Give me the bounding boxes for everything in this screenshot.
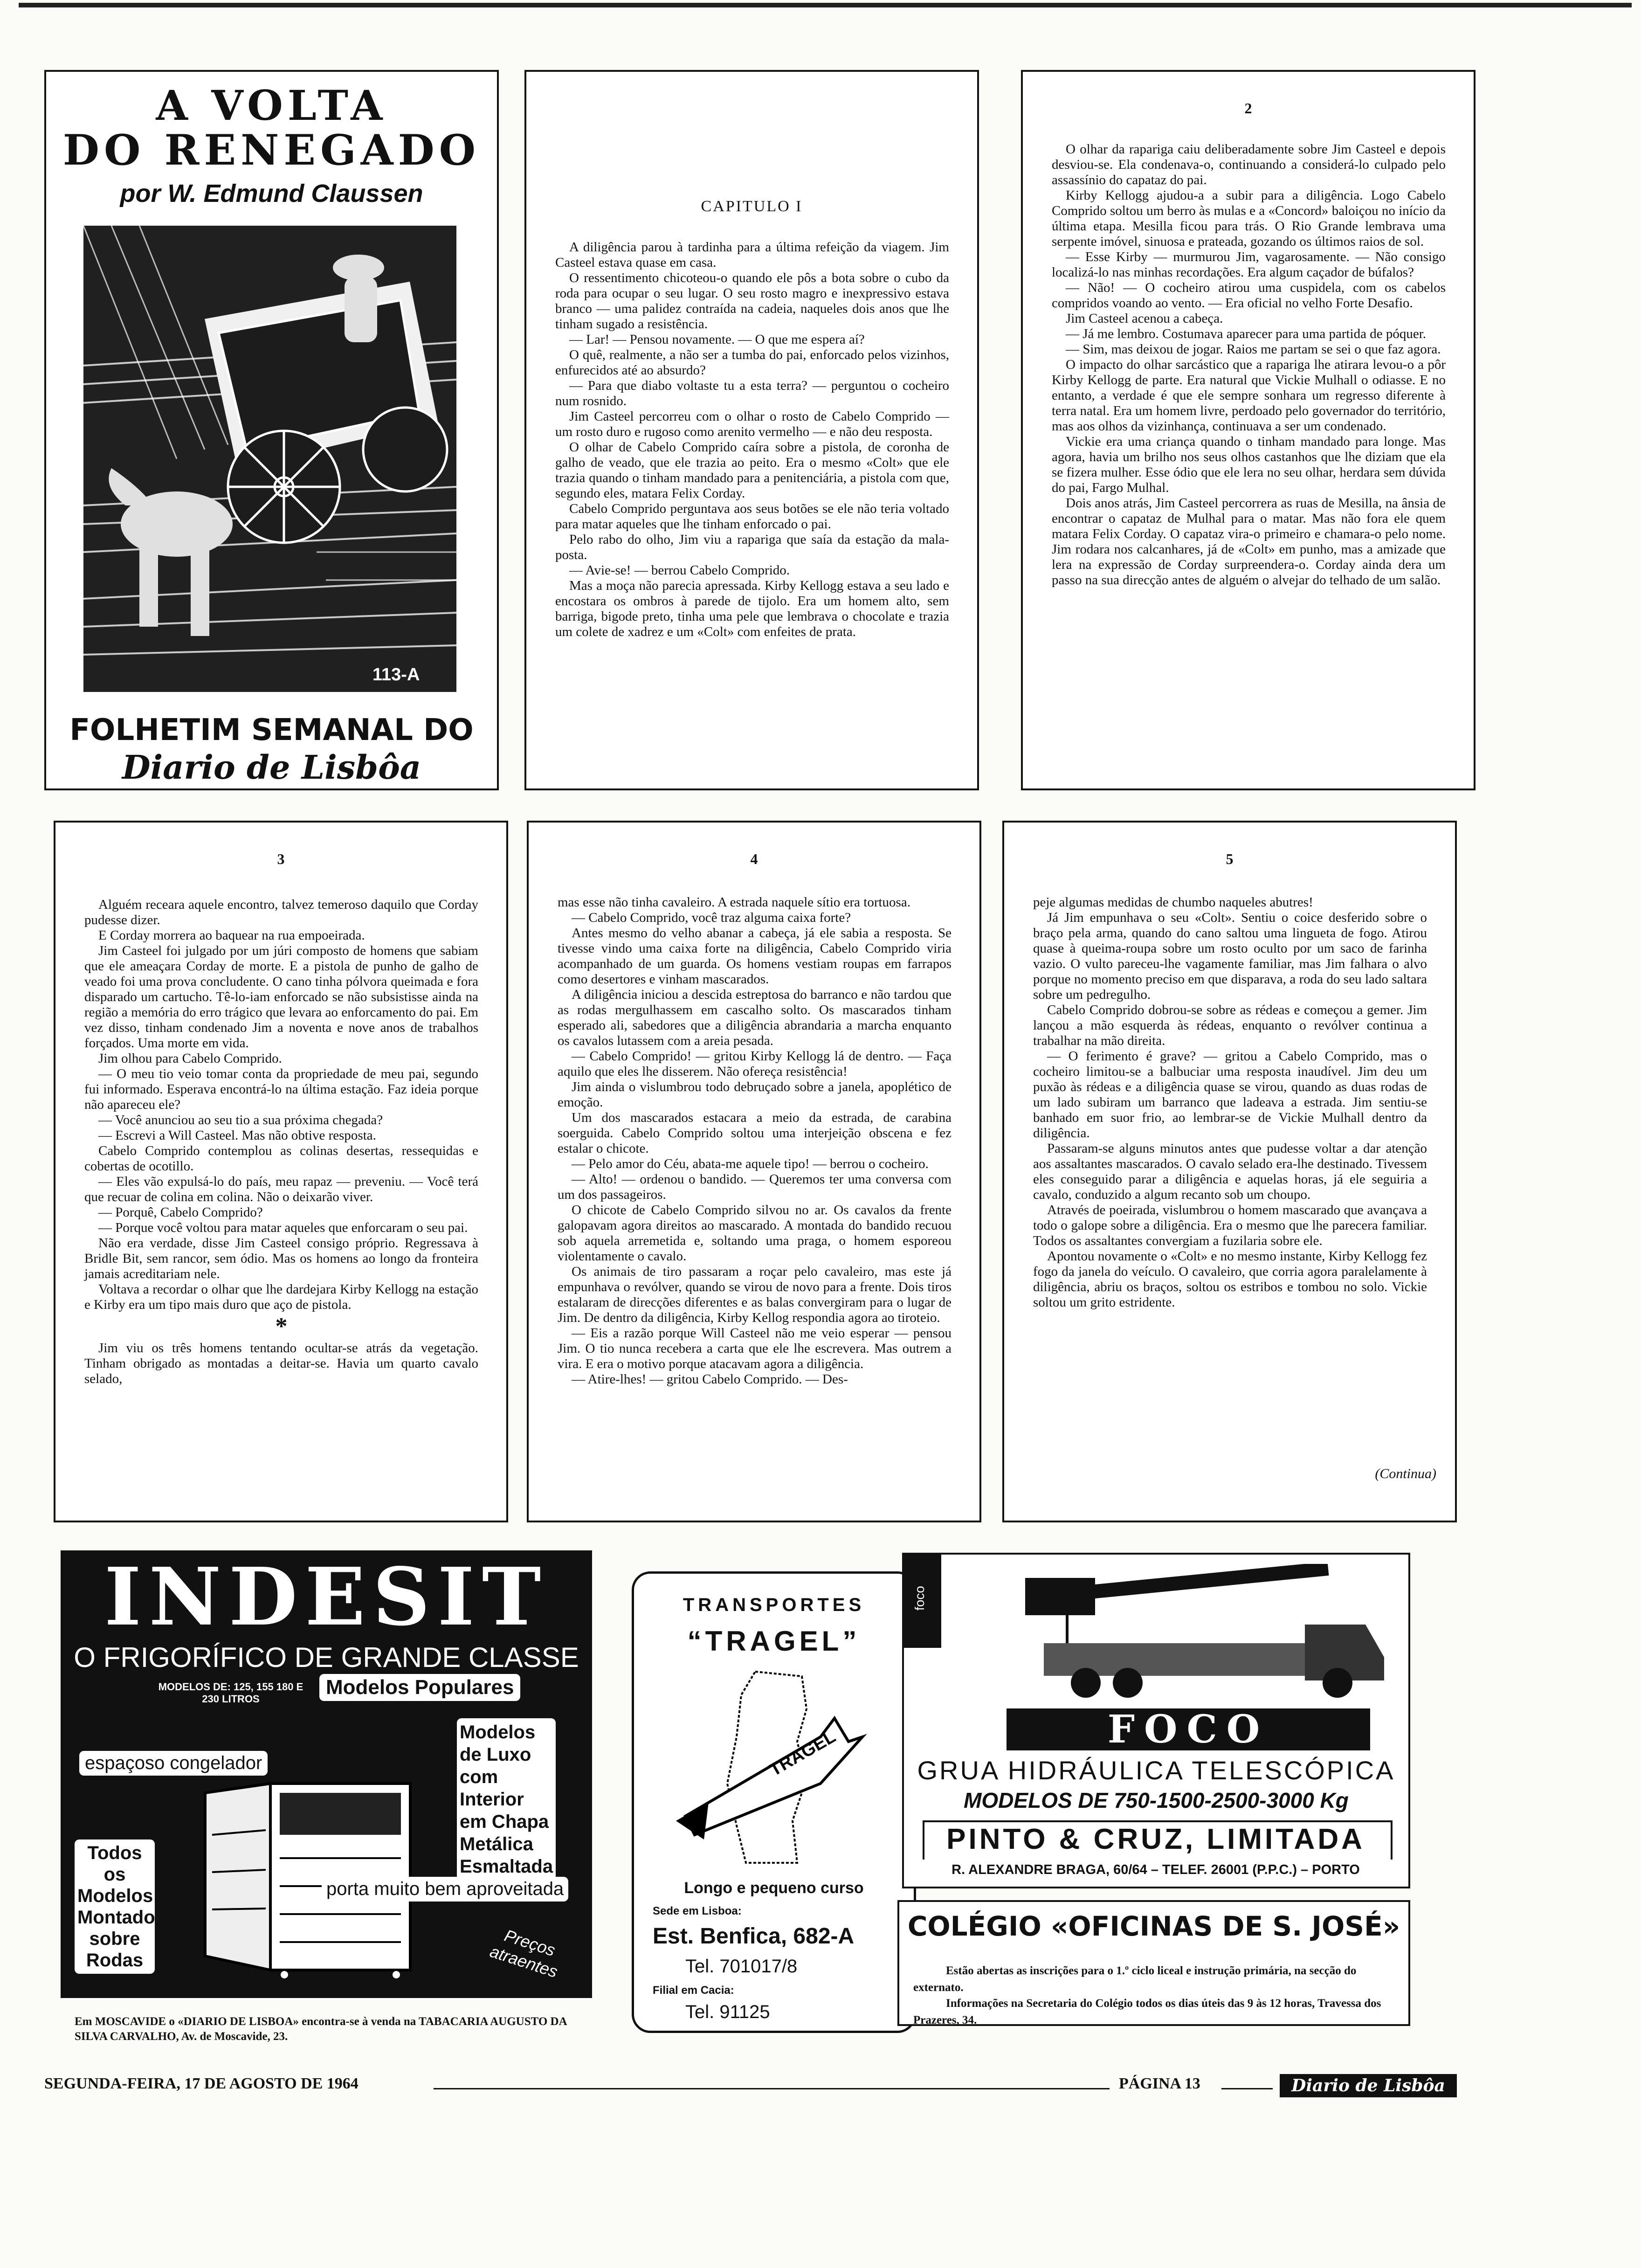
footer-masthead-box bbox=[1280, 2074, 1457, 2097]
serial-title-line1: A VOLTA bbox=[156, 81, 387, 130]
serial-page-2 bbox=[1021, 70, 1476, 790]
paragraph: — Lar! — Pensou novamente. — O que me espera aí? bbox=[569, 332, 865, 347]
footer-rule-left bbox=[434, 2088, 1110, 2089]
serial-cover-panel bbox=[44, 70, 499, 790]
paragraph: Jim Casteel percorreu com o olhar o rosto de Cabelo Comprido — um rosto duro e rugoso como arenito vermelho — e não deu resposta. bbox=[555, 409, 949, 439]
paragraph: — Porque você voltou para matar aqueles que enforcaram o seu pai. bbox=[98, 1220, 468, 1235]
tragel-address: Est. Benfica, 682-A bbox=[653, 1924, 855, 1949]
page-4-text bbox=[558, 895, 952, 1387]
colegio-ad bbox=[897, 1900, 1410, 2026]
paragraph: Jim Casteel acenou a cabeça. bbox=[1066, 311, 1223, 326]
paragraph: — Alto! — ordenou o bandido. — Queremos ter uma conversa com um dos passageiros. bbox=[558, 1172, 952, 1202]
top-rule bbox=[19, 3, 1632, 7]
moscavide-note: Em MOSCAVIDE o «DIARIO DE LISBOA» encontra-se à venda na TABACARIA AUGUSTO DA SILVA CARVALHO, Av. de Moscavide, 23. bbox=[75, 2015, 567, 2043]
paragraph: Não era verdade, disse Jim Casteel consigo próprio. Regressava à Bridle Bit, sem rancor, sem ódio. Mas os homens ao longo da fronteira jamais acreditariam nele. bbox=[84, 1236, 478, 1281]
tragel-sede: Sede em Lisboa: bbox=[653, 1905, 742, 1917]
paragraph: Jim ainda o vislumbrou todo debruçado sobre a janela, apoplético de emoção. bbox=[558, 1079, 952, 1110]
serial-page-4 bbox=[527, 821, 981, 1522]
paragraph: Vickie era uma criança quando o tinham mandado para longe. Mas agora, havia um brilho nos seus olhos castanhos que lhe diziam que ela se fizera mulher. Esse ódio que ele lera no seu olhar, herdara sem dúvida do pai, Fargo Mulhal. bbox=[1052, 434, 1446, 495]
serial-page-1 bbox=[524, 70, 979, 790]
foco-brand-bar bbox=[1007, 1708, 1370, 1750]
paragraph: — O ferimento é grave? — gritou a Cabelo Comprido, mas o cocheiro limitou-se a balbuciar uma resposta inaudível. Jim deu um puxão às rédeas e a diligência quase se virou, quando as duas rodas de um lado subiram um barranco que ladeava a estrada. Jim sentiu-se banhado em suor frio, ao lembrar-se de Vickie Mulhall dentro da diligência. bbox=[1033, 1049, 1427, 1141]
foco-ad bbox=[902, 1553, 1410, 1888]
serial-page-3 bbox=[54, 821, 508, 1522]
tragel-tagline: Longo e pequeno curso bbox=[684, 1879, 864, 1897]
paragraph: — Escrevi a Will Casteel. Mas não obtive resposta. bbox=[98, 1128, 376, 1143]
portugal-map-icon bbox=[667, 1667, 881, 1872]
paragraph: Jim Casteel foi julgado por um júri composto de homens que sabiam que ele ameaçara Corday de morte. E a pistola de punho de galho de veado foi uma prova concludente. O cano tinha pólvora queimada e fora disparado um cartucho. Tê-lo-iam enforcado se não subsistisse ainda na região a memória do erro trágico que levara ao enforcamento do pai. Em vez disso, tinham condenado Jim a noventa e nove anos de trabalhos forçados. Uma morte em vida. bbox=[84, 943, 478, 1051]
paragraph: — Você anunciou ao seu tio a sua próxima chegada? bbox=[98, 1113, 383, 1127]
indesit-brand: INDESIT bbox=[104, 1550, 549, 1644]
tragel-label: TRANSPORTES bbox=[683, 1595, 865, 1615]
paragraph: — Cabelo Comprido, você traz alguma caixa forte? bbox=[572, 910, 851, 925]
page-number: 2 bbox=[1244, 100, 1252, 117]
stagecoach-illustration bbox=[83, 226, 456, 692]
folhetim-label: FOLHETIM SEMANAL DO bbox=[69, 713, 474, 747]
paragraph: Jim olhou para Cabelo Comprido. bbox=[98, 1051, 282, 1066]
serial-title-line2: DO RENEGADO bbox=[62, 125, 481, 175]
foco-company: PINTO & CRUZ, LIMITADA bbox=[946, 1823, 1365, 1855]
indesit-luxo: Modelos de Luxo com Interior em Chapa Metálica Esmaltada bbox=[457, 1718, 556, 1881]
page-1-text bbox=[555, 240, 949, 640]
paragraph: — Avie-se! — berrou Cabelo Comprido. bbox=[569, 563, 790, 578]
page-number: 4 bbox=[750, 850, 758, 867]
foco-side-strip bbox=[904, 1555, 941, 1648]
paragraph: Kirby Kellogg ajudou-a a subir para a diligência. Logo Cabelo Comprido soltou um berro às mulas e a «Concord» baloiçou no início da última etapa. Mesilla ficou para trás. O Rio Grande lembrava uma serpente imóvel, sinuosa e prateada, gozando os últimos raios de sol. bbox=[1052, 188, 1446, 249]
foco-brand: FOCO bbox=[1107, 1707, 1269, 1752]
page-2-text bbox=[1052, 142, 1446, 588]
footer-date: SEGUNDA-FEIRA, 17 DE AGOSTO DE 1964 bbox=[44, 2075, 359, 2092]
paragraph: O ressentimento chicoteou-o quando ele pôs a bota sobre o cubo da roda para ocupar o seu lugar. O seu rosto magro e inexpressivo estava branco — uma palidez contraída na cadeia, naqueles dois anos que lhe tinham sugado a resistência. bbox=[555, 270, 949, 332]
paragraph: — Porquê, Cabelo Comprido? bbox=[98, 1205, 263, 1220]
footer-page: PÁGINA 13 bbox=[1119, 2075, 1200, 2092]
crane-truck-drawing bbox=[974, 1564, 1393, 1704]
paragraph: Cabelo Comprido perguntava aos seus botões se ele não teria voltado para matar aqueles que lhe tinham enforcado o pai. bbox=[555, 501, 949, 532]
section-separator: * bbox=[275, 1313, 288, 1340]
foco-line2: MODELOS DE 750-1500-2500-3000 Kg bbox=[964, 1788, 1349, 1812]
tragel-tel2: Tel. 91125 bbox=[685, 2002, 770, 2022]
paragraph: O olhar da rapariga caiu deliberadamente sobre Jim Casteel e depois desviou-se. Ela condenava-o, continuando a considerá-lo culpado pelo assassínio do capataz do pai. bbox=[1052, 142, 1446, 187]
paragraph: O chicote de Cabelo Comprido silvou no ar. Os cavalos da frente galopavam agora direitos ao mascarado. A montada do bandido recuou sob aquela arremetida e, soltando uma praga, o homem esporeou violentamente o cavalo. bbox=[558, 1203, 952, 1264]
paragraph: — Cabelo Comprido! — gritou Kirby Kellogg lá de dentro. — Faça aquilo que eles lhe disserem. Não ofereça resistência! bbox=[558, 1049, 952, 1079]
paragraph: Apontou novamente o «Colt» e no mesmo instante, Kirby Kellogg fez fogo da janela do veículo. O cavaleiro, que corria agora paralelamente à diligência, abriu os braços, soltou os estribos e tombou no solo. Vickie soltou um grito estridente. bbox=[1033, 1249, 1427, 1310]
indesit-todos: Todos os Modelos Montados sobre Rodas bbox=[75, 1839, 155, 1974]
indesit-models: MODELOS DE: 125, 155 180 E 230 LITROS bbox=[158, 1681, 303, 1705]
colegio-line2: Informações na Secretaria do Colégio todos os dias úteis das 9 às 12 horas, Travessa dos Prazeres, 34. bbox=[913, 1997, 1381, 2026]
paragraph: O quê, realmente, a não ser a tumba do pai, enforcado pelos vizinhos, enfurecidos até ao absurdo? bbox=[555, 347, 949, 378]
crane-truck-icon bbox=[974, 1564, 1393, 1704]
page-number: 5 bbox=[1226, 850, 1234, 867]
paragraph: O impacto do olhar sarcástico que a rapariga lhe atirara levou-o a pôr Kirby Kellogg de parte. Era natural que Vickie Mulhall o odiasse. E no entanto, a verdade é que ele sempre sonhara um regresso diferente à terra natal. Era um homem livre, perdoado pelo governador do território, mas aos olhos da vizinhança, continuava a ser um condenado. bbox=[1052, 357, 1446, 434]
colegio-line1: Estão abertas as inscrições para o 1.º ciclo liceal e instrução primária, na secção do externato. bbox=[913, 1964, 1357, 1994]
paragraph: mas esse não tinha cavaleiro. A estrada naquele sítio era tortuosa. bbox=[558, 895, 910, 910]
paragraph: — Atire-lhes! — gritou Cabelo Comprido. — Des- bbox=[572, 1372, 848, 1387]
paragraph: — Sim, mas deixou de jogar. Raios me partam se sei o que faz agora. bbox=[1066, 342, 1441, 357]
paragraph: E Corday morrera ao baquear na rua empoeirada. bbox=[98, 928, 365, 943]
paragraph: — Para que diabo voltaste tu a esta terra? — perguntou o cocheiro num rosnido. bbox=[555, 378, 949, 408]
tragel-name: “TRAGEL” bbox=[687, 1625, 861, 1657]
paragraph: Alguém receara aquele encontro, talvez temeroso daquilo que Corday pudesse dizer. bbox=[84, 897, 478, 927]
stagecoach-drawing bbox=[83, 226, 456, 692]
paragraph: Antes mesmo do velho abanar a cabeça, já ele sabia a resposta. Se tivesse vindo uma caixa forte na diligência, Cabelo Comprido viria acompanhado de um guarda. Os homens vestiam roupas em farrapos como desertores e vinham mascarados. bbox=[558, 926, 952, 987]
paragraph: — Eles vão expulsá-lo do país, meu rapaz — preveniu. — Você terá que recuar de colina em colina. Não o deixarão viver. bbox=[84, 1174, 478, 1204]
page-5-text bbox=[1033, 895, 1427, 1310]
foco-address: R. ALEXANDRE BRAGA, 60/64 – TELEF. 26001 (P.P.C.) – PORTO bbox=[952, 1862, 1360, 1877]
paragraph: — Eis a razão porque Will Casteel não me veio esperar — pensou Jim. O tio nunca recebera a carta que ele lhe escrevera. Mas outrem a vira. E era o motivo porque atacavam agora a diligência. bbox=[558, 1326, 952, 1371]
paragraph: A diligência parou à tardinha para a última refeição da viagem. Jim Casteel estava quase em casa. bbox=[555, 240, 949, 270]
paragraph: Cabelo Comprido dobrou-se sobre as rédeas e começou a gemer. Jim lançou a mão esquerda às rédeas, enquanto o revólver continua a trabalhar na mão direita. bbox=[1033, 1003, 1427, 1048]
foco-side-text: foco bbox=[912, 1586, 927, 1611]
serial-paper-name: Diario de Lisbôa bbox=[122, 748, 421, 787]
paragraph: Através de poeirada, vislumbrou o homem mascarado que avançava a todo o galope sobre a diligência. Era o mesmo que lhe parecera familiar. Todos os assaltantes convergiam a fuzilaria sobre ele. bbox=[1033, 1203, 1427, 1248]
tragel-ad bbox=[632, 1571, 916, 2033]
indesit-popular: Modelos Populares bbox=[319, 1674, 520, 1701]
indesit-tagline: O FRIGORÍFICO DE GRANDE CLASSE bbox=[74, 1642, 579, 1673]
paragraph: Cabelo Comprido contemplou as colinas desertas, ressequidas e cobertas de ocotillo. bbox=[84, 1143, 478, 1174]
paragraph: peje algumas medidas de chumbo naqueles abutres! bbox=[1033, 895, 1313, 910]
paragraph: Os animais de tiro passaram a roçar pelo cavaleiro, mas este já empunhava o revólver, quando se virou de novo para a frente. Dois tiros estalaram de direcções diferentes e as balas convergiram para o lugar de Jim. De dentro da diligência, Kirby Kellog respondia agora ao tiroteio. bbox=[558, 1264, 952, 1325]
page-3-text bbox=[84, 897, 478, 1387]
paragraph: — Não! — O cocheiro atirou uma cuspidela, com os cabelos compridos voando ao vento. — Era oficial no velho Forte Desafio. bbox=[1052, 280, 1446, 311]
chapter-title: CAPITULO I bbox=[701, 198, 803, 215]
indesit-precos: Preços atraentes bbox=[487, 1925, 560, 1982]
paragraph: Mas a moça não parecia apressada. Kirby Kellogg estava a seu lado e encostara os ombros à parede de tijolo. Era um homem alto, sem barriga, bigode preto, tinha uma pele que lembrava o chocolate e trazia um colete de xadrez e um «Colt» com enfeites de prata. bbox=[555, 578, 949, 639]
paragraph: O olhar de Cabelo Comprido caíra sobre a pistola, de coronha de galho de veado, que ele trazia ao peito. Era o mesmo «Colt» que ele trazia quando o tinham mandado para a penitenciária, a pistola com que, segundo eles, matara Felix Corday. bbox=[555, 440, 949, 501]
serial-author: por W. Edmund Claussen bbox=[120, 180, 423, 207]
paragraph: — Pelo amor do Céu, abata-me aquele tipo! — berrou o cocheiro. bbox=[572, 1156, 929, 1171]
paragraph: — O meu tio veio tomar conta da propriedade de meu pai, segundo fui informado. Esperava encontrá-lo na última estação. Faz ideia porque não apareceu ele? bbox=[84, 1066, 478, 1112]
colegio-title: COLÉGIO «OFICINAS DE S. JOSÉ» bbox=[907, 1910, 1400, 1942]
page-number: 3 bbox=[277, 850, 285, 867]
paragraph: Um dos mascarados estacara a meio da estrada, de carabina soerguida. Cabelo Comprido soltou uma interjeição obscena e fez estalar o chicote. bbox=[558, 1110, 952, 1156]
indesit-porta: porta muito bem aproveitada bbox=[322, 1877, 568, 1902]
indesit-ad bbox=[61, 1550, 592, 1998]
paragraph: Voltava a recordar o olhar que lhe dardejara Kirby Kellogg na estação e Kirby era um tipo mais duro que aço de pistola. bbox=[84, 1282, 478, 1312]
indesit-congelador: espaçoso congelador bbox=[79, 1751, 268, 1776]
paragraph: — Já me lembro. Costumava aparecer para uma partida de póquer. bbox=[1066, 326, 1427, 341]
foco-line1: GRUA HIDRÁULICA TELESCÓPICA bbox=[917, 1756, 1395, 1785]
illustration-code: 113-A bbox=[372, 665, 420, 685]
tragel-map-text: TRAGEL bbox=[766, 1727, 839, 1780]
paragraph: Já Jim empunhava o seu «Colt». Sentiu o coice desferido sobre o braço pela arma, quando do cano saltou uma lingueta de fogo. Atirou quase à queima-roupa sobre um rosto oculto por um saco de farinha vazio. O vulto pareceu-lhe vagamente familiar, mas Jim falhara o alvo porque no momento preciso em que disparava, a roda do seu lado saltara sobre um pedregulho. bbox=[1033, 910, 1427, 1002]
serial-page-5 bbox=[1002, 821, 1457, 1522]
paragraph: Pelo rabo do olho, Jim viu a rapariga que saía da estação da mala-posta. bbox=[555, 532, 949, 562]
paragraph: A diligência iniciou a descida estreptosa do barranco e não tardou que as rodas mergulhassem em cascalho solto. Os mascarados tinham esperado ali, sabedores que a diligência abrandaria a marcha enquanto os cavalos lutassem com a areia pesada. bbox=[558, 987, 952, 1048]
tragel-tel1: Tel. 701017/8 bbox=[685, 1956, 798, 1977]
paragraph: Jim viu os três homens tentando ocultar-se atrás da vegetação. Tinham obrigado as montadas a deitar-se. Havia um quarto cavalo selado, bbox=[84, 1341, 478, 1386]
portugal-map bbox=[667, 1667, 881, 1872]
tragel-filial: Filial em Cacia: bbox=[653, 1984, 734, 1997]
paragraph: Passaram-se alguns minutos antes que pudesse voltar a dar atenção aos assaltantes mascarados. O cavalo selado era-lhe destinado. Tivessem eles conseguido parar a diligência e aquelas horas, já ele seguiria a cavalo, conduzido a algum recanto sob um choupo. bbox=[1033, 1141, 1427, 1202]
continua-label: (Continua) bbox=[1375, 1466, 1436, 1481]
paragraph: — Esse Kirby — murmurou Jim, vagarosamente. — Não consigo localizá-lo nas minhas recordações. Era algum caçador de búfalos? bbox=[1052, 249, 1446, 280]
footer-rule-right bbox=[1221, 2088, 1273, 2089]
footer-masthead: Diario de Lisbôa bbox=[1291, 2076, 1445, 2095]
paragraph: Dois anos atrás, Jim Casteel percorrera as ruas de Mesilla, na ânsia de encontrar o capataz de Mulhal para o matar. Mas não fora ele quem matara Felix Corday. O capataz vira-o primeiro e chamara-o pelo nome. Jim rodara nos calcanhares, já de «Colt» em punho, mas a amizade que lera na expressão de Corday surpreendera-o. Corday ainda dera um passo na sua direcção antes de alguém o alvejar do telhado de um salão. bbox=[1052, 496, 1446, 588]
